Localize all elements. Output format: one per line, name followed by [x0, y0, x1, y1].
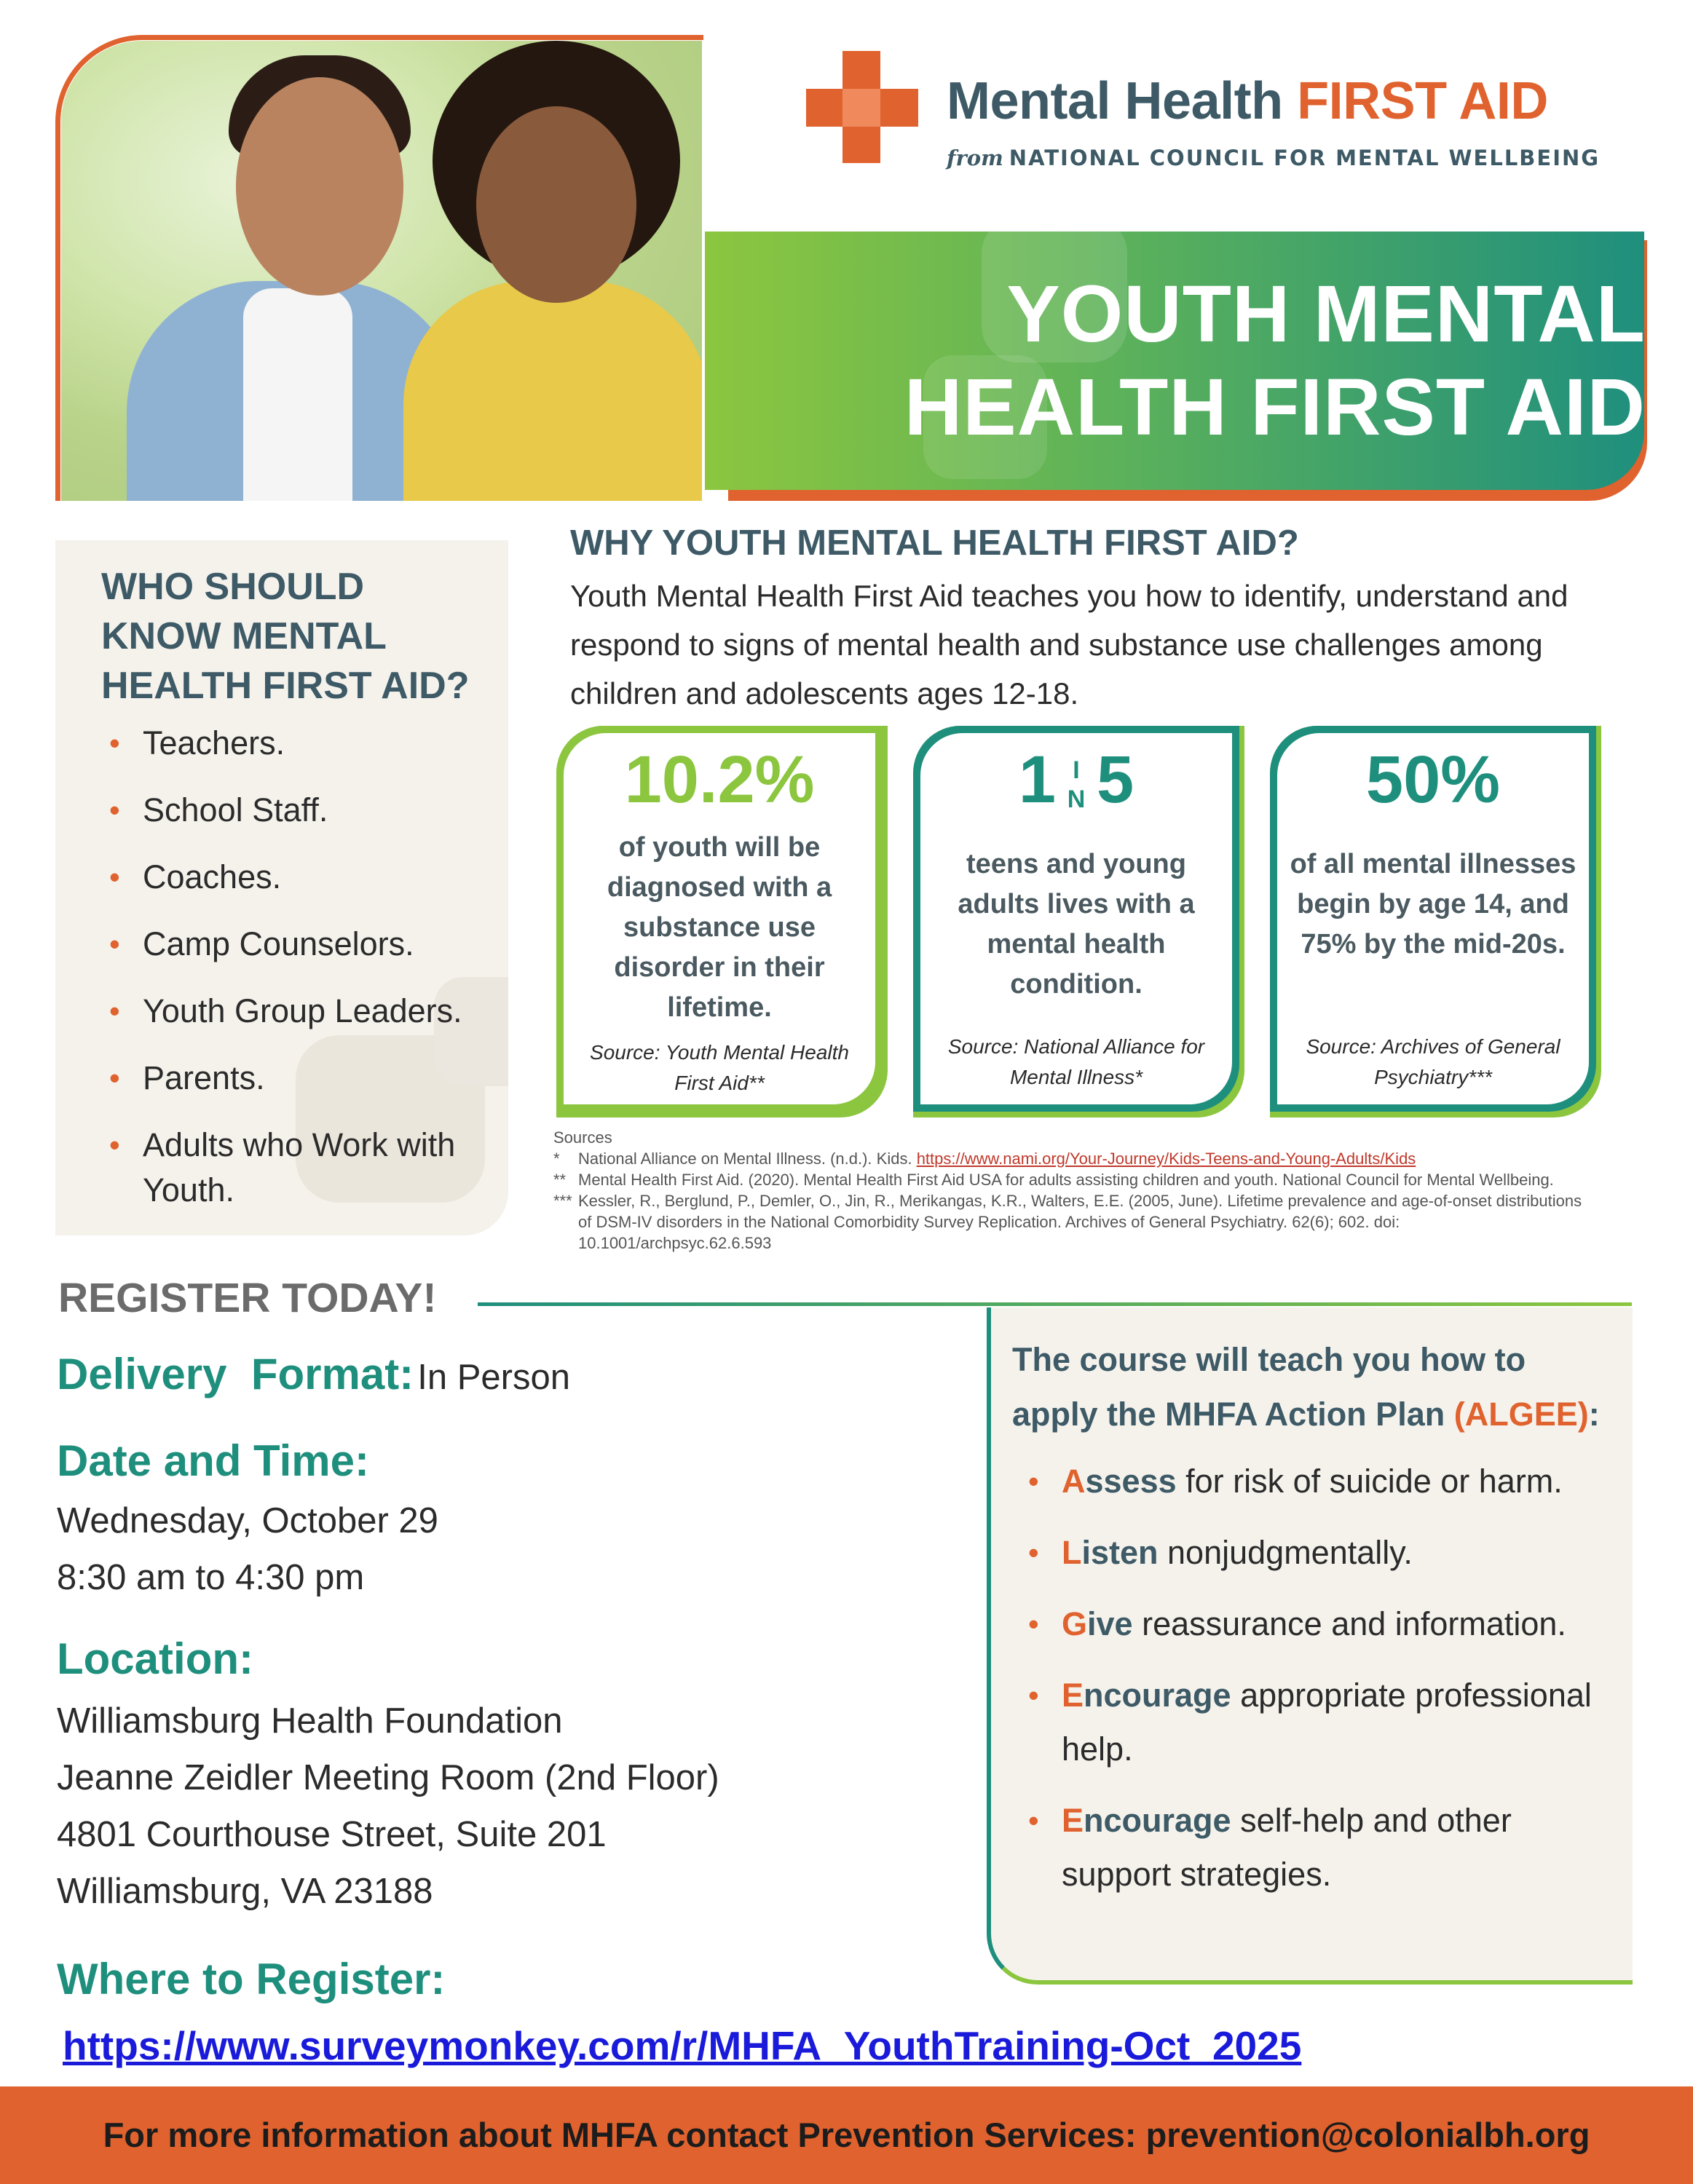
- algee-word-rest: ssess: [1085, 1463, 1177, 1500]
- event-time: 8:30 am to 4:30 pm: [57, 1558, 365, 1597]
- datetime-label: Date and Time:: [57, 1436, 369, 1485]
- sources-section: [553, 1127, 1587, 1254]
- who-heading-line: HEALTH FIRST AID?: [101, 665, 470, 707]
- source-mark: *: [553, 1150, 560, 1168]
- source-text: National Alliance on Mental Illness. (n.d.). Kids.: [578, 1150, 912, 1168]
- algee-text: nonjudgmentally.: [1158, 1534, 1413, 1571]
- stat-number: 50%: [1365, 743, 1501, 817]
- stat-text: of all mental illnesses begin by age 14, and 75% by the mid-20s.: [1290, 849, 1576, 960]
- sources-heading: Sources: [553, 1128, 612, 1147]
- list-item: [1028, 1597, 1625, 1651]
- source-row: [553, 1148, 1587, 1169]
- stat-number-in-bottom: N: [1067, 785, 1086, 813]
- list-item: [1028, 1455, 1625, 1508]
- algee-word-rest: ncourage: [1084, 1802, 1231, 1839]
- stat-card: [913, 726, 1244, 1117]
- algee-text: appropriate professional help.: [1062, 1677, 1592, 1768]
- stat-number-in: [1056, 756, 1097, 814]
- list-item: • Youth Group Leaders.: [109, 989, 462, 1034]
- page-title-line2: HEALTH FIRST AID: [904, 363, 1646, 452]
- course-intro-colon: :: [1588, 1396, 1600, 1433]
- hero-photo: [61, 41, 702, 501]
- list-item: • School Staff.: [109, 788, 462, 833]
- source-mark: **: [553, 1171, 567, 1189]
- source-row: [553, 1190, 1587, 1254]
- who-heading-line: KNOW MENTAL: [101, 615, 387, 657]
- list-item: • Teachers.: [109, 721, 462, 766]
- address-line: Williamsburg, VA 23188: [57, 1872, 433, 1911]
- algee-letter: G: [1062, 1605, 1088, 1642]
- logo-title-main: Mental Health: [947, 72, 1283, 130]
- address-line: 4801 Courthouse Street, Suite 201: [57, 1815, 607, 1854]
- location-address: [57, 1693, 719, 1920]
- stat-number-left: 1: [1018, 743, 1056, 817]
- algee-word-rest: ncourage: [1084, 1677, 1231, 1714]
- stat-source: Source: Youth Mental Health First Aid**: [590, 1041, 849, 1094]
- algee-letter: A: [1062, 1463, 1086, 1500]
- delivery-label: Delivery Format:: [57, 1350, 414, 1398]
- person-figure: [243, 288, 352, 501]
- datetime-value: [57, 1492, 438, 1606]
- stat-card: [556, 726, 888, 1117]
- page-title-line1: YOUTH MENTAL: [1006, 269, 1646, 359]
- stat-number-right: 5: [1097, 743, 1134, 817]
- where-to-register-label: Where to Register:: [57, 1955, 446, 2003]
- list-item: • Coaches.: [109, 855, 462, 900]
- who-should-list: [109, 721, 462, 1235]
- list-item: • Camp Counselors.: [109, 922, 462, 967]
- algee-text: for risk of suicide or harm.: [1176, 1463, 1563, 1500]
- who-should-heading: [101, 562, 470, 711]
- algee-letter: E: [1062, 1677, 1084, 1714]
- logo-title-accent: FIRST AID: [1297, 72, 1548, 130]
- footer-contact: For more information about MHFA contact Prevention Services: prevention@colonialbh.org: [103, 2116, 1590, 2154]
- section-divider: [478, 1302, 1632, 1306]
- algee-label: (ALGEE): [1453, 1396, 1589, 1433]
- algee-letter: L: [1062, 1534, 1082, 1571]
- location-label: Location:: [57, 1634, 253, 1683]
- source-text: Kessler, R., Berglund, P., Demler, O., Jin, R., Merikangas, K.R., Walters, E.E. (2005, June). Lifetime prevalence and age-of-onset distributions of DSM-IV disorders in the National Comorbidity Survey Replication. Archives of General Psychiatry. 62(6); 602. doi: 10.1001/archpsyc.62.6.593: [578, 1192, 1582, 1252]
- person-figure: [236, 77, 403, 296]
- list-item: [1028, 1794, 1625, 1902]
- logo-subtitle: [947, 146, 1600, 170]
- logo-sub-from: from: [947, 146, 1003, 170]
- source-mark: ***: [553, 1192, 572, 1210]
- delivery-format: [57, 1349, 570, 1399]
- algee-list: [1028, 1455, 1625, 1919]
- stat-number: 10.2%: [624, 743, 815, 817]
- event-date: Wednesday, October 29: [57, 1501, 438, 1540]
- source-link[interactable]: https://www.nami.org/Your-Journey/Kids-Teens-and-Young-Adults/Kids: [916, 1150, 1416, 1168]
- register-heading: REGISTER TODAY!: [58, 1275, 437, 1321]
- who-heading-line: WHO SHOULD: [101, 566, 365, 608]
- algee-word-rest: isten: [1081, 1534, 1159, 1571]
- source-row: [553, 1169, 1587, 1190]
- person-figure: [476, 106, 636, 303]
- algee-text: self-help and other support strategies.: [1062, 1802, 1512, 1893]
- source-text: Mental Health First Aid. (2020). Mental Health First Aid USA for adults assisting children and youth. National Council for Mental Wellbeing.: [578, 1171, 1554, 1189]
- algee-word-rest: ive: [1087, 1605, 1133, 1642]
- logo-title: [947, 71, 1548, 131]
- stat-number: [913, 742, 1239, 818]
- algee-letter: E: [1062, 1802, 1084, 1839]
- person-figure: [403, 281, 702, 501]
- stat-text: teens and young adults lives with a mental health condition.: [958, 849, 1195, 1000]
- course-intro-line1: The course will teach you how to: [1012, 1341, 1526, 1378]
- algee-text: reassurance and information.: [1132, 1605, 1566, 1642]
- list-item: • Parents.: [109, 1056, 462, 1101]
- stat-source: Source: National Alliance for Mental Illness*: [947, 1035, 1205, 1088]
- list-item: [1028, 1526, 1625, 1580]
- course-intro-line2: [1012, 1387, 1617, 1441]
- why-heading: WHY YOUTH MENTAL HEALTH FIRST AID?: [570, 523, 1299, 563]
- stat-source: Source: Archives of General Psychiatry***: [1306, 1035, 1560, 1088]
- course-intro: [1012, 1332, 1617, 1441]
- registration-link[interactable]: https://www.surveymonkey.com/r/MHFA_YouthTraining-Oct_2025: [63, 2023, 1302, 2068]
- stat-number-in-top: I: [1073, 756, 1080, 784]
- logo-sub-org: NATIONAL COUNCIL FOR MENTAL WELLBEING: [1009, 146, 1601, 170]
- list-item: • Adults who Work with Youth.: [109, 1123, 459, 1213]
- stat-text: of youth will be diagnosed with a substance use disorder in their lifetime.: [607, 832, 832, 1023]
- page-title: [904, 268, 1646, 454]
- address-line: Williamsburg Health Foundation: [57, 1701, 563, 1741]
- stat-card: [1270, 726, 1601, 1117]
- why-body: Youth Mental Health First Aid teaches you how to identify, understand and respond to signs of mental health and substance use challenges among children and adolescents ages 12-18.: [570, 579, 1568, 711]
- delivery-value: In Person: [417, 1358, 570, 1397]
- address-line: Jeanne Zeidler Meeting Room (2nd Floor): [57, 1758, 719, 1797]
- course-intro-text: apply the MHFA Action Plan: [1012, 1396, 1445, 1433]
- list-item: [1028, 1669, 1625, 1776]
- mhfa-cross-logo-icon: [806, 51, 919, 164]
